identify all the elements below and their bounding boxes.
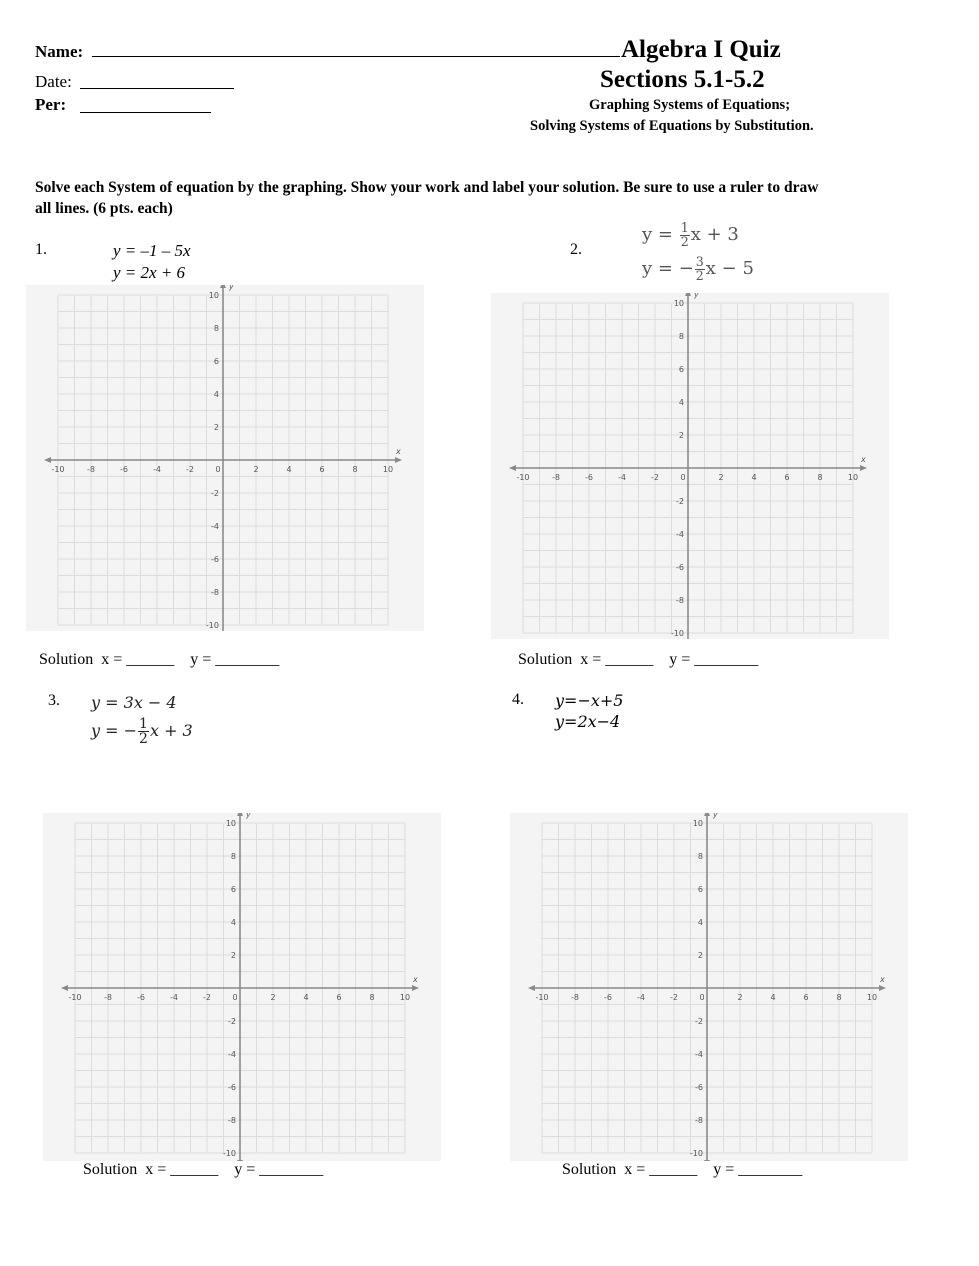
arrow-right-icon [412, 985, 419, 991]
problem-1-number: 1. [35, 241, 47, 258]
arrow-left-icon [528, 985, 535, 991]
solution-y-blank[interactable]: y = ________ [234, 1161, 324, 1178]
problem-2-equation-2: y = − $\frac{3}{2}$ x − 5 [642, 254, 754, 283]
coordinate-grid [491, 293, 889, 639]
x-tick-label: -2 [203, 993, 211, 1002]
arrow-up-icon [685, 293, 691, 296]
x-tick-label: -2 [670, 993, 678, 1002]
y-tick-label: -8 [695, 1116, 703, 1125]
arrow-right-icon [879, 985, 886, 991]
x-tick-label: 2 [737, 993, 743, 1002]
x-tick-label: -6 [120, 465, 128, 474]
x-tick-label: 0 [232, 993, 238, 1002]
x-tick-label: 0 [699, 993, 705, 1002]
fraction: $\frac{1}{2}$ [139, 716, 148, 747]
x-tick-label: 4 [751, 473, 757, 482]
y-tick-label: -8 [228, 1116, 236, 1125]
solution-x-blank[interactable]: x = ______ [580, 651, 654, 668]
problem-4-equation-1: y=−x+5 [555, 691, 624, 710]
fraction: $\frac{3}{2}$ [695, 254, 704, 283]
y-tick-label: 8 [678, 332, 684, 341]
graph-4[interactable] [510, 813, 908, 1161]
x-tick-label: 8 [369, 993, 375, 1002]
arrow-up-icon [704, 813, 710, 816]
x-axis-label: x [396, 447, 401, 456]
y-tick-label: -2 [676, 497, 684, 506]
y-tick-label: 2 [678, 431, 684, 440]
x-tick-label: 6 [803, 993, 809, 1002]
coordinate-grid [26, 285, 424, 631]
x-tick-label: 10 [847, 473, 859, 482]
arrow-left-icon [509, 465, 516, 471]
x-tick-label: -6 [604, 993, 612, 1002]
y-tick-label: -6 [228, 1083, 236, 1092]
subtitle-graphing: Graphing Systems of Equations; [589, 97, 791, 113]
x-tick-label: 0 [215, 465, 221, 474]
y-tick-label: 4 [678, 398, 684, 407]
x-tick-label: -4 [637, 993, 645, 1002]
y-tick-label: -4 [228, 1050, 236, 1059]
coordinate-grid [43, 813, 441, 1161]
y-tick-label: 2 [213, 423, 219, 432]
problem-3-equation-1: y = 3x − 4 [91, 693, 177, 712]
problem-1-equation-2: y = 2x + 6 [113, 263, 186, 282]
date-field[interactable] [80, 72, 234, 89]
arrow-left-icon [44, 457, 51, 463]
y-tick-label: 4 [213, 390, 219, 399]
x-tick-label: 4 [770, 993, 776, 1002]
y-tick-label: -2 [211, 489, 219, 498]
arrow-right-icon [860, 465, 867, 471]
y-tick-label: -6 [676, 563, 684, 572]
problem-2-solution: Solution x = ______ y = ________ [518, 651, 759, 668]
y-tick-label: -10 [670, 629, 684, 638]
y-tick-label: -2 [695, 1017, 703, 1026]
name-label: Name: [35, 42, 84, 61]
x-axis-label: x [861, 455, 866, 464]
x-tick-label: -2 [651, 473, 659, 482]
y-tick-label: 2 [230, 951, 236, 960]
y-tick-label: 10 [673, 299, 684, 308]
x-axis-label: x [880, 975, 885, 984]
quiz-title: Algebra I Quiz [621, 36, 781, 63]
y-axis-label: y [246, 813, 251, 819]
y-tick-label: 6 [678, 365, 684, 374]
arrow-right-icon [395, 457, 402, 463]
y-axis-label: y [694, 293, 699, 299]
problem-3-solution: Solution x = ______ y = ________ [83, 1161, 324, 1178]
solution-x-blank[interactable]: x = ______ [101, 651, 175, 668]
x-tick-label: -10 [535, 993, 549, 1002]
problem-2-equation-1: y = $\frac{1}{2}$ x + 3 [642, 220, 739, 249]
y-tick-label: 8 [213, 324, 219, 333]
y-tick-label: 10 [208, 291, 219, 300]
x-tick-label: 4 [286, 465, 292, 474]
coordinate-grid [510, 813, 908, 1161]
instructions: Solve each System of equation by the graphing. Show your work and label your solution. Be sure to use a ruler to draw all lines. (6 pts. each) [35, 179, 819, 217]
x-tick-label: -6 [585, 473, 593, 482]
sections-title: Sections 5.1-5.2 [600, 66, 765, 93]
x-tick-label: -10 [68, 993, 82, 1002]
per-label: Per: [35, 95, 67, 114]
solution-x-blank[interactable]: x = ______ [624, 1161, 698, 1178]
problem-1-solution: Solution x = ______ y = ________ [39, 651, 280, 668]
x-tick-label: 2 [270, 993, 276, 1002]
y-tick-label: -8 [676, 596, 684, 605]
y-tick-label: -10 [205, 621, 219, 630]
problem-3-number: 3. [48, 692, 60, 709]
problem-4-number: 4. [512, 691, 524, 708]
y-tick-label: 4 [230, 918, 236, 927]
x-tick-label: -2 [186, 465, 194, 474]
y-tick-label: 2 [697, 951, 703, 960]
x-tick-label: 10 [399, 993, 411, 1002]
y-tick-label: 6 [230, 885, 236, 894]
x-tick-label: -8 [552, 473, 560, 482]
y-tick-label: -4 [695, 1050, 703, 1059]
y-tick-label: 6 [213, 357, 219, 366]
solution-y-blank[interactable]: y = ________ [713, 1161, 803, 1178]
x-tick-label: -4 [618, 473, 626, 482]
y-tick-label: 4 [697, 918, 703, 927]
fraction: $\frac{1}{2}$ [680, 220, 689, 249]
x-tick-label: -6 [137, 993, 145, 1002]
y-tick-label: -10 [222, 1149, 236, 1158]
x-tick-label: -10 [516, 473, 530, 482]
x-tick-label: 2 [718, 473, 724, 482]
y-tick-label: -8 [211, 588, 219, 597]
name-field[interactable] [92, 40, 620, 57]
x-tick-label: 2 [253, 465, 259, 474]
x-tick-label: 4 [303, 993, 309, 1002]
solution-y-blank[interactable]: y = ________ [669, 651, 759, 668]
x-axis-label: x [413, 975, 418, 984]
per-field[interactable] [80, 96, 211, 113]
y-tick-label: -4 [211, 522, 219, 531]
x-tick-label: -8 [87, 465, 95, 474]
x-tick-label: 8 [817, 473, 823, 482]
solution-y-blank[interactable]: y = ________ [190, 651, 280, 668]
y-tick-label: 10 [692, 819, 703, 828]
y-tick-label: 8 [697, 852, 703, 861]
x-tick-label: -8 [571, 993, 579, 1002]
problem-1-equation-1: y = –1 – 5x [113, 241, 191, 260]
x-tick-label: 0 [680, 473, 686, 482]
x-tick-label: 10 [382, 465, 394, 474]
y-tick-label: 10 [225, 819, 236, 828]
arrow-up-icon [237, 813, 243, 816]
problem-4-equation-2: y=2x−4 [555, 712, 621, 731]
problem-3-equation-2: y = − $\frac{1}{2}$ x + 3 [91, 716, 193, 747]
y-axis-label: y [713, 813, 718, 819]
x-tick-label: -8 [104, 993, 112, 1002]
graph-3[interactable] [43, 813, 441, 1161]
y-tick-label: -2 [228, 1017, 236, 1026]
y-tick-label: -6 [211, 555, 219, 564]
solution-x-blank[interactable]: x = ______ [145, 1161, 219, 1178]
arrow-left-icon [61, 985, 68, 991]
graph-2[interactable] [491, 293, 889, 639]
graph-1[interactable] [26, 285, 424, 631]
y-tick-label: -10 [689, 1149, 703, 1158]
x-tick-label: -10 [51, 465, 65, 474]
date-label: Date: [35, 72, 72, 91]
x-tick-label: 10 [866, 993, 878, 1002]
y-axis-label: y [229, 285, 234, 291]
x-tick-label: 6 [319, 465, 325, 474]
x-tick-label: 6 [336, 993, 342, 1002]
problem-4-solution: Solution x = ______ y = ________ [562, 1161, 803, 1178]
subtitle-substitution: Solving Systems of Equations by Substitution. [530, 118, 814, 134]
y-tick-label: 8 [230, 852, 236, 861]
y-tick-label: -4 [676, 530, 684, 539]
x-tick-label: 8 [352, 465, 358, 474]
y-tick-label: -6 [695, 1083, 703, 1092]
x-tick-label: 8 [836, 993, 842, 1002]
y-tick-label: 6 [697, 885, 703, 894]
x-tick-label: -4 [170, 993, 178, 1002]
problem-2-number: 2. [570, 241, 582, 258]
arrow-up-icon [220, 285, 226, 288]
x-tick-label: -4 [153, 465, 161, 474]
x-tick-label: 6 [784, 473, 790, 482]
